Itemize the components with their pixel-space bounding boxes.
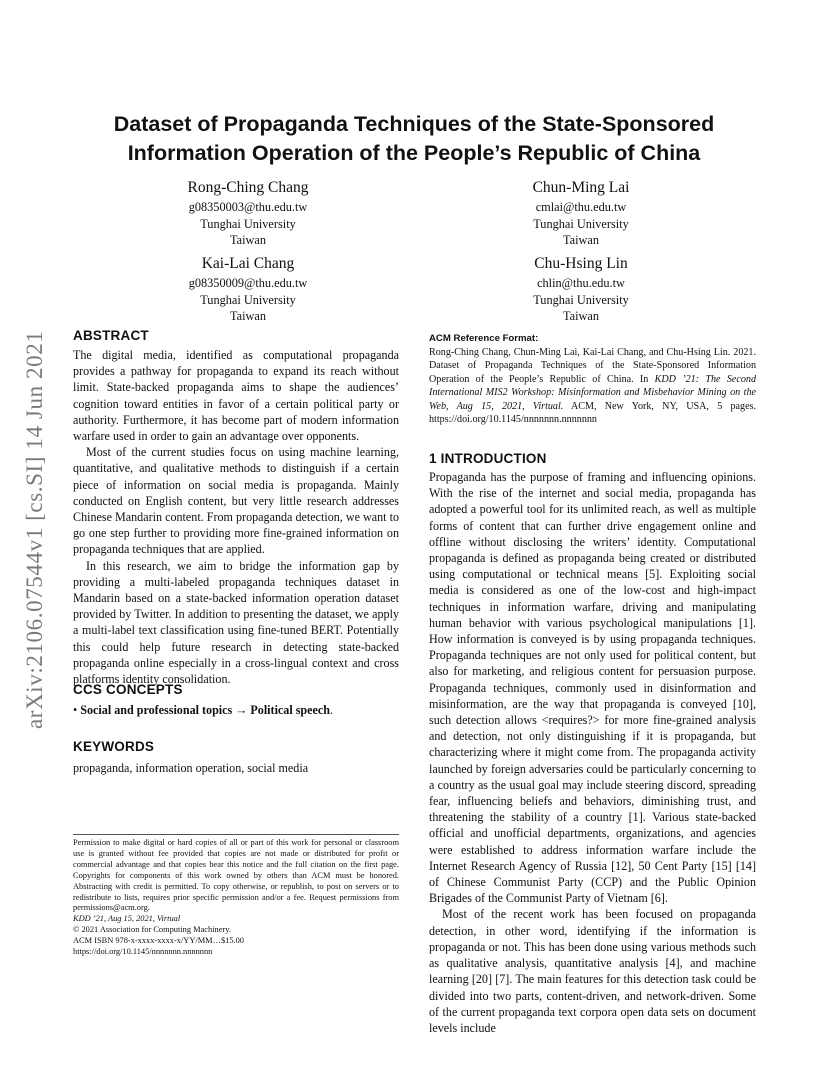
introduction-body — [429, 469, 756, 1036]
abstract-paragraph: The digital media, identified as computational propaganda provides a pathway for propaganda to expand its reach without limit. State-backed propaganda aims to shape the audiences’ cognition toward entities in favor of a certain political party or authority. Furthermore, it has become part of modern information warfare used in order to gain an advantage over opponents. — [73, 348, 399, 444]
author-affiliation: Tunghai University — [200, 292, 296, 307]
author-block-2 — [481, 177, 681, 249]
ccs-item: Social and professional topics → Political speech — [80, 703, 330, 717]
arxiv-stamp: arXiv:2106.07544v1 [cs.SI] 14 Jun 2021 — [22, 330, 47, 730]
author-country: Taiwan — [562, 233, 599, 247]
permission-notice: Permission to make digital or hard copies of all or part of this work for personal or classroom use is granted without fee provided that copies are not made or distributed for profit or commercial advantage and that copies bear this notice and the full citation on the first page. Copyrights for components of this work owned by others than ACM must be honored. Abstracting with credit is permitted. To copy otherwise, or republish, to post on servers or to redistribute to lists, requires prior specific permission and/or a fee. Request permissions from permissions@acm.org. — [73, 838, 399, 913]
intro-paragraph: Most of the recent work has been focused on propaganda detection, in other word, identifying if the information is propaganda or not. This has been done using various methods such as qualitative analysis, quantitative analysis [4], and machine learning [20] [7]. The main features for this detection task could be divided into two parts, content-driven, and network-driven. Some of the current propaganda text corpora open data sets on document levels include — [429, 907, 756, 1035]
ccs-bullet: • — [73, 703, 78, 717]
author-country: Taiwan — [229, 233, 266, 247]
acm-reference-body: Rong-Ching Chang, Chun-Ming Lai, Kai-Lai Chang, and Chu-Hsing Lin. 2021. Dataset of Propaganda Techniques of the State-Sponsored Information Operation of the People’s Republic of China. In KDD ’21: The Second International MIS2 Workshop: Misinformation and Misbehavior Mining on the Web, Aug 15, 2021, Virtual. ACM, New York, NY, USA, 5 pages. https://doi.org/10.1145/nnnnnnn.nnnnnnn — [429, 347, 756, 426]
author-name: Chu-Hsing Lin — [534, 255, 628, 272]
author-block-4 — [481, 253, 681, 325]
author-country: Taiwan — [229, 309, 266, 323]
title-line-1: Dataset of Propaganda Techniques of the State-Sponsored — [113, 112, 715, 136]
copyright-line: © 2021 Association for Computing Machinery. — [73, 925, 231, 935]
abstract-body — [73, 347, 399, 687]
paper-title — [60, 110, 768, 168]
ccs-end: . — [330, 703, 334, 717]
author-affiliation: Tunghai University — [533, 216, 629, 231]
author-affiliation: Tunghai University — [533, 292, 629, 307]
author-name: Rong-Ching Chang — [187, 179, 309, 196]
footnote-rule — [73, 834, 399, 835]
venue-line: KDD ’21, Aug 15, 2021, Virtual — [73, 914, 181, 924]
author-affiliation: Tunghai University — [200, 216, 296, 231]
author-name: Chun-Ming Lai — [532, 179, 630, 196]
author-email: cmlai@thu.edu.tw — [535, 200, 627, 214]
ccs-heading: CCS CONCEPTS — [73, 682, 183, 697]
isbn-line: ACM ISBN 978-x-xxxx-xxxx-x/YY/MM…$15.00 — [73, 936, 244, 946]
title-line-2: Information Operation of the People’s Republic of China — [127, 141, 701, 165]
acm-reference-heading: ACM Reference Format: — [429, 333, 539, 344]
author-email: g08350009@thu.edu.tw — [188, 276, 308, 290]
keywords-heading: KEYWORDS — [73, 739, 155, 754]
author-name: Kai-Lai Chang — [201, 255, 295, 272]
introduction-heading: 1 INTRODUCTION — [429, 451, 547, 466]
author-block-1 — [148, 177, 348, 249]
intro-paragraph: Propaganda has the purpose of framing and influencing opinions. With the rise of the internet and social media, propaganda has adopted a powerful tool for its unlimited reach, as well as multiple forms of content that can further drive engagement online and offline without disclosing the writers’ identity. Computational propaganda is defined as propaganda being created or distributed using computational or technical means [5]. Exploiting social media is considered as one of the low-cost and high-impact techniques in information warfare, driving and manipulating human behavior with various psychological manipulations [1]. How information is conveyed is by using propaganda techniques. Propaganda techniques are not only used for political content, but also for marketing, and religious content for persuasion purpose. Propaganda techniques, commonly used in disinformation and misinformation, are the way that propaganda is conveyed [10], such detection allows <requires?> for more fine-grained analysis and detection, not only distinguishing if it is propaganda, but characterizing where it might come from. The propaganda activity launched by foreign adversaries could be particularly concerning to a country as the usual goal may include steering discord, spreading fear, influencing beliefs and behaviors, diminishing trust, and threatening the stability of a country [1]. Various state-backed official and unofficial departments, organizations, and agencies were established to address information warfare include the Internet Research Agency of Russia [12], 50 Cent Party [15] [14] of Chinese Communist Party (CCP) and the Public Opinion Brigades of the Communist Party of Vietnam [6]. — [429, 470, 756, 906]
abstract-paragraph: In this research, we aim to bridge the information gap by providing a multi-labeled propaganda techniques dataset in Mandarin based on a state-backed information operation dataset provided by Twitter. In addition to presenting the dataset, we apply a multi-label text classification using fine-tuned BERT. Potentially this could help future research in detecting state-backed propaganda online especially in a cross-lingual context and cross platforms identity consolidation. — [73, 558, 399, 687]
footnote-block — [73, 838, 399, 958]
keywords-text: propaganda, information operation, social media — [73, 761, 309, 775]
author-block-3 — [148, 253, 348, 325]
doi-line: https://doi.org/10.1145/nnnnnnn.nnnnnnn — [73, 947, 213, 957]
ccs-concepts — [73, 702, 399, 718]
author-email: g08350003@thu.edu.tw — [188, 200, 308, 214]
abstract-heading: ABSTRACT — [73, 328, 149, 343]
abstract-paragraph: Most of the current studies focus on using machine learning, quantitative, and qualitative methods to distinguish if a certain piece of information on social media is propaganda. Mainly conducted on English content, but very little research addresses Chinese Mandarin content. From propaganda detection, we want to go one step further to providing more fine-grained information on propaganda techniques that are applied. — [73, 445, 399, 557]
author-email: chlin@thu.edu.tw — [537, 276, 625, 290]
author-country: Taiwan — [562, 309, 599, 323]
